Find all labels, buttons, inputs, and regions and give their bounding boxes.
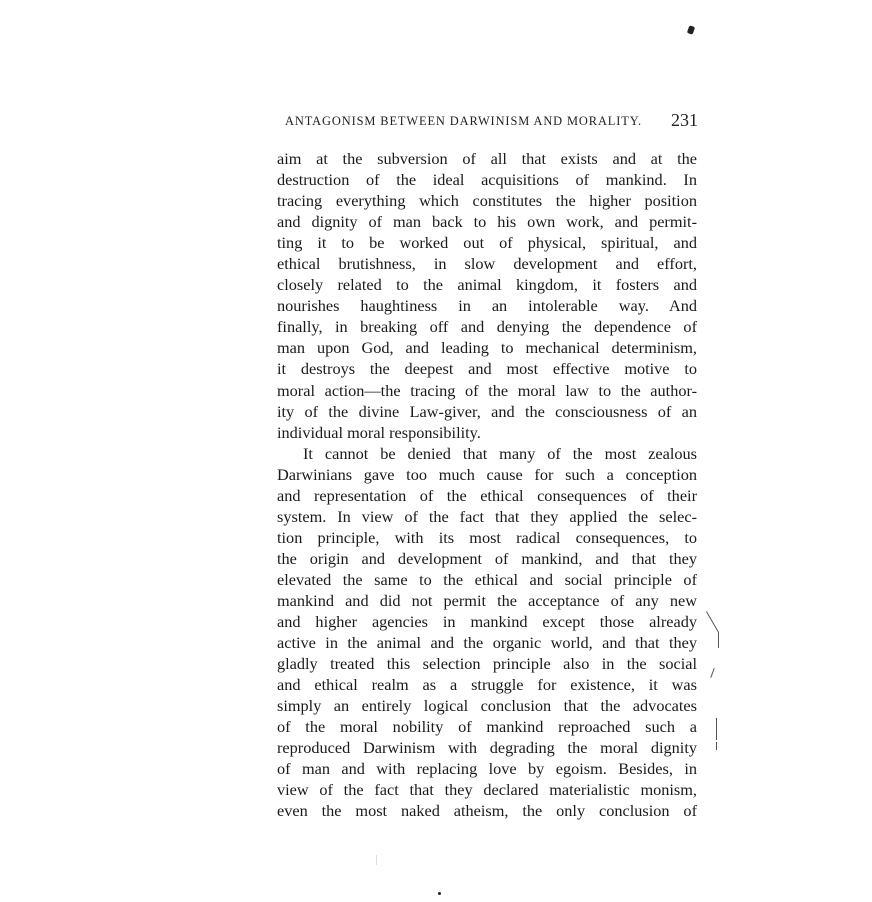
text-line: gladly treated this selection principle also in the social <box>277 654 697 674</box>
body-text <box>277 148 697 822</box>
text-line: of man and with replacing love by egoism. Besides, in <box>277 759 697 779</box>
margin-pencil-mark <box>716 742 717 750</box>
text-line: destruction of the ideal acquisitions of mankind. In <box>277 170 697 190</box>
text-line: ity of the divine Law-giver, and the consciousness of an <box>277 401 697 421</box>
text-line: ethical brutishness, in slow development and effort, <box>277 254 697 274</box>
text-line: and higher agencies in mankind except those already <box>277 612 697 632</box>
text-line: finally, in breaking off and denying the dependence of <box>277 317 697 337</box>
text-line: ting it to be worked out of physical, spiritual, and <box>277 233 697 253</box>
text-line: tracing everything which constitutes the higher position <box>277 191 697 211</box>
text-line: even the most naked atheism, the only conclusion of <box>277 801 697 821</box>
running-title: ANTAGONISM BETWEEN DARWINISM AND MORALITY. <box>285 114 643 128</box>
text-line: and representation of the ethical consequences of their <box>277 485 697 505</box>
text-line: aim at the subversion of all that exists and at the <box>277 149 697 168</box>
text-line: simply an entirely logical conclusion that the advocates <box>277 696 697 716</box>
text-line: the origin and development of mankind, and that they <box>277 548 697 568</box>
text-line: it destroys the deepest and most effective motive to <box>277 359 697 379</box>
text-line: moral action—the tracing of the moral law to the author- <box>277 380 697 400</box>
text-line: nourishes haughtiness in an intolerable way. And <box>277 296 697 316</box>
margin-pencil-mark <box>706 611 719 632</box>
text-line: reproduced Darwinism with degrading the moral dignity <box>277 738 697 758</box>
text-line-paragraph-end: individual moral responsibility. <box>277 422 481 442</box>
text-line-paragraph-start: It cannot be denied that many of the most zealous <box>303 443 697 463</box>
text-line: Darwinians gave too much cause for such a conception <box>277 464 697 484</box>
text-line: elevated the same to the ethical and social principle of <box>277 569 697 589</box>
text-line: tion principle, with its most radical consequences, to <box>277 527 697 547</box>
running-header <box>285 110 698 132</box>
text-line: and ethical realm as a struggle for existence, it was <box>277 675 697 695</box>
text-line: view of the fact that they declared materialistic monism, <box>277 780 697 800</box>
ink-dot-mark <box>438 892 441 895</box>
text-line: active in the animal and the organic world, and that they <box>277 633 697 653</box>
text-line: system. In view of the fact that they applied the selec- <box>277 506 697 526</box>
faint-scan-mark <box>376 855 377 865</box>
margin-pencil-mark <box>710 668 714 678</box>
margin-pencil-mark <box>716 718 717 740</box>
page-number: 231 <box>671 110 698 130</box>
text-line: closely related to the animal kingdom, it fosters and <box>277 275 697 295</box>
text-line: man upon God, and leading to mechanical determinism, <box>277 338 697 358</box>
ink-blot-mark <box>687 25 695 35</box>
margin-pencil-mark <box>718 632 719 648</box>
text-line: of the moral nobility of mankind reproached such a <box>277 717 697 737</box>
text-line: and dignity of man back to his own work, and permit- <box>277 212 697 232</box>
text-line: mankind and did not permit the acceptance of any new <box>277 590 697 610</box>
